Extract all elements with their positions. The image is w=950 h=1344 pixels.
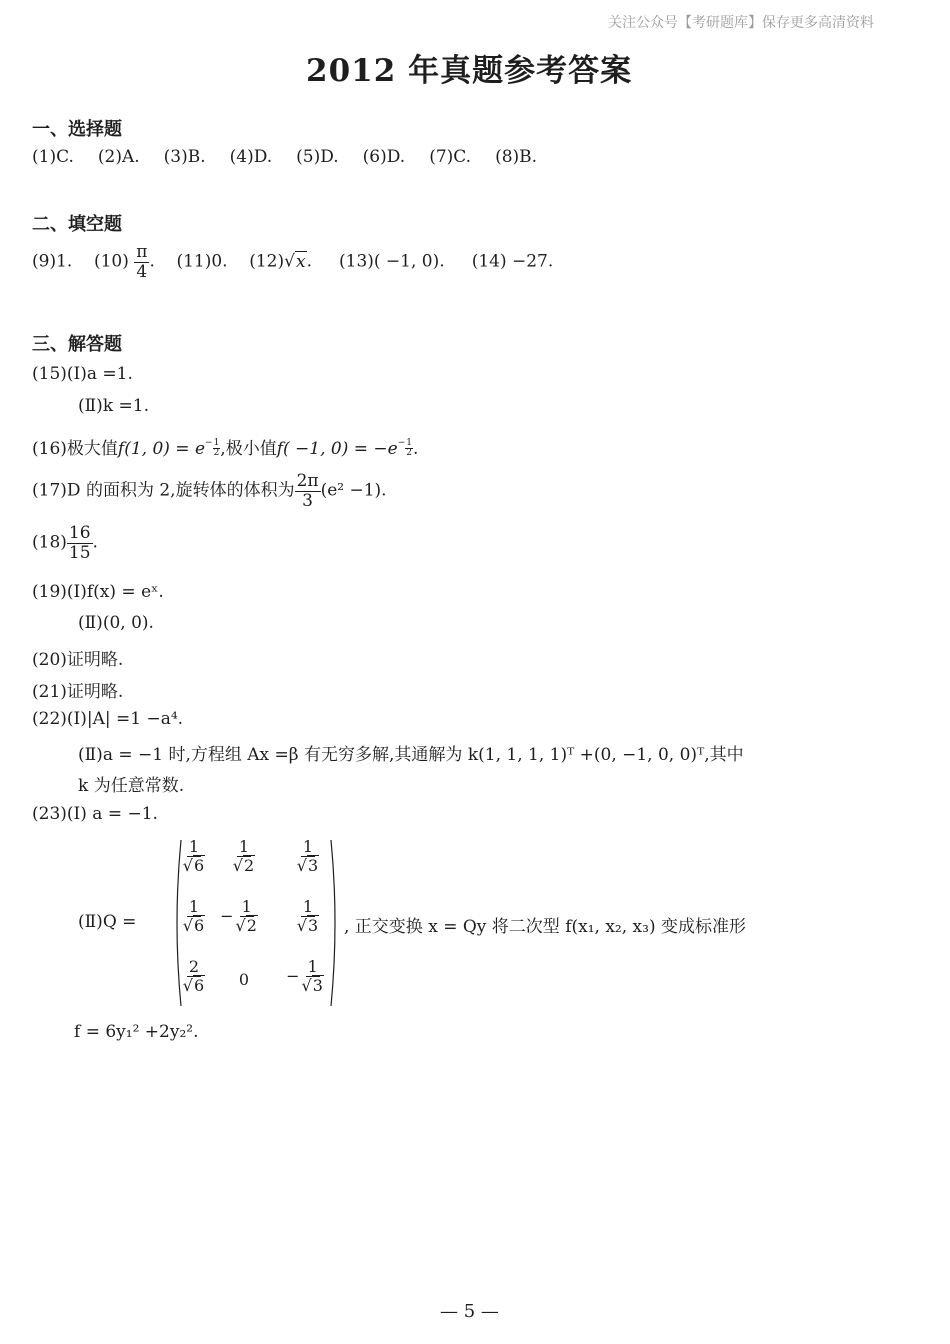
exponent-fraction: $\frac{1}{2}$	[406, 438, 412, 458]
page-number: — 5 —	[440, 1301, 499, 1322]
q19-part1: (19)(Ⅰ)f(x) = eˣ.	[32, 582, 164, 602]
q23-part2-label: (Ⅱ)Q =	[78, 912, 137, 932]
matrix-cell: 0	[238, 970, 250, 989]
answer-9: (9)1.	[32, 251, 73, 272]
answer-12-label: (12)	[249, 251, 285, 272]
section-heading-solve: 三、解答题	[32, 334, 122, 355]
q17-answer	[32, 472, 387, 510]
q22-part2: (Ⅱ)a = −1 时,方程组 Ax =β 有无穷多解,其通解为 k(1, 1, 1, 1)ᵀ +(0, −1, 0, 0)ᵀ,其中	[78, 745, 744, 765]
frac-num: 2π	[296, 471, 319, 491]
matrix-cell: $\frac{1}{√6}$	[182, 897, 205, 936]
answer-item: (4)D.	[229, 147, 273, 167]
exponent-fraction: $\frac{1}{2}$	[213, 438, 220, 458]
answer-item: (7)C.	[429, 147, 472, 167]
q16-max-text: 极大值	[66, 439, 118, 459]
fraction-pi-over-4	[134, 243, 149, 281]
fraction-16-over-15	[67, 524, 93, 562]
exponent-half: −	[205, 438, 213, 448]
q22-part3: k 为任意常数.	[78, 776, 185, 796]
answer-13: (13)( −1, 0).	[339, 251, 445, 272]
matrix-cell: $\frac{1}{√3}$	[296, 897, 319, 936]
q17-text: D 的面积为 2,旋转体的体积为	[66, 480, 295, 501]
q16-min-expr: f( −1, 0) = −e	[276, 439, 398, 459]
answer-item: (8)B.	[495, 147, 538, 167]
fraction-2pi-over-3	[295, 472, 321, 510]
frac-den: 4	[136, 261, 148, 282]
watermark: 关注公众号【考研题库】保存更多高清资料	[608, 15, 874, 31]
matrix-cell: $\frac{1}{√3}$	[296, 837, 319, 876]
orthogonal-matrix-q	[172, 838, 340, 1008]
q19-part2: (Ⅱ)(0, 0).	[78, 613, 154, 633]
matrix-cell: $\frac{1}{√6}$	[182, 837, 205, 876]
q23-part2-text: , 正交变换 x = Qy 将二次型 f(x₁, x₂, x₃) 变成标准形	[344, 917, 746, 937]
matrix-cell: $\frac{1}{√2}$	[232, 837, 255, 876]
choice-answers	[32, 147, 561, 167]
matrix-cell: $\frac{2}{√6}$	[182, 957, 205, 996]
q16-label: (16)	[32, 439, 67, 459]
answer-14: (14) −27.	[471, 251, 554, 272]
section-heading-choice: 一、选择题	[32, 119, 122, 140]
answer-item: (6)D.	[362, 147, 406, 167]
fill-answers: (9)1. (10) $\frac{\pi}{4}$ . (11)0. (12)√x. (13)( −1, 0). (14) −27.	[32, 242, 554, 282]
q20-answer: (20)证明略.	[32, 650, 124, 670]
exponent-half: −	[397, 438, 406, 448]
q18-label: (18)	[32, 532, 67, 553]
q23-standard-form: f = 6y₁² +2y₂².	[74, 1022, 199, 1042]
answer-item: (1)C.	[32, 147, 74, 167]
page-title: 2012 年真题参考答案	[306, 53, 633, 89]
sqrt-x: x	[295, 251, 306, 272]
q15-part2: (Ⅱ)k =1.	[78, 396, 149, 416]
frac-den: 15	[68, 542, 91, 563]
answer-item: (5)D.	[296, 147, 339, 167]
frac-num: 16	[68, 523, 91, 543]
answer-item: (3)B.	[163, 147, 206, 167]
q23-part1: (23)(Ⅰ) a = −1.	[32, 804, 158, 824]
matrix-cell: − $\frac{1}{√3}$	[286, 957, 323, 996]
answer-11: (11)0.	[176, 251, 228, 272]
matrix-cell: − $\frac{1}{√2}$	[220, 897, 257, 936]
q21-answer: (21)证明略.	[32, 682, 124, 702]
frac-den: 3	[302, 490, 313, 511]
answer-10-label: (10)	[93, 251, 129, 272]
frac-num: π	[136, 242, 148, 262]
q17-tail: (e² −1).	[320, 480, 387, 501]
q16-min-text: ,极小值	[220, 439, 277, 459]
q18-answer: (18) $\frac{16}{15}$ .	[32, 523, 98, 563]
section-heading-fill: 二、填空题	[32, 214, 122, 235]
q22-part1: (22)(Ⅰ)|A| =1 −a⁴.	[32, 709, 184, 729]
answer-item: (2)A.	[97, 147, 140, 167]
q16-max-expr: f(1, 0) = e	[117, 439, 206, 459]
q15-part1: (15)(Ⅰ)a =1.	[32, 364, 133, 384]
q16-answer: (16)极大值f(1, 0) = e − $\frac{1}{2}$ ,极小值f( −1, 0) = −e − $\frac{1}{2}$ .	[32, 438, 419, 459]
q17-label: (17)	[32, 480, 67, 501]
